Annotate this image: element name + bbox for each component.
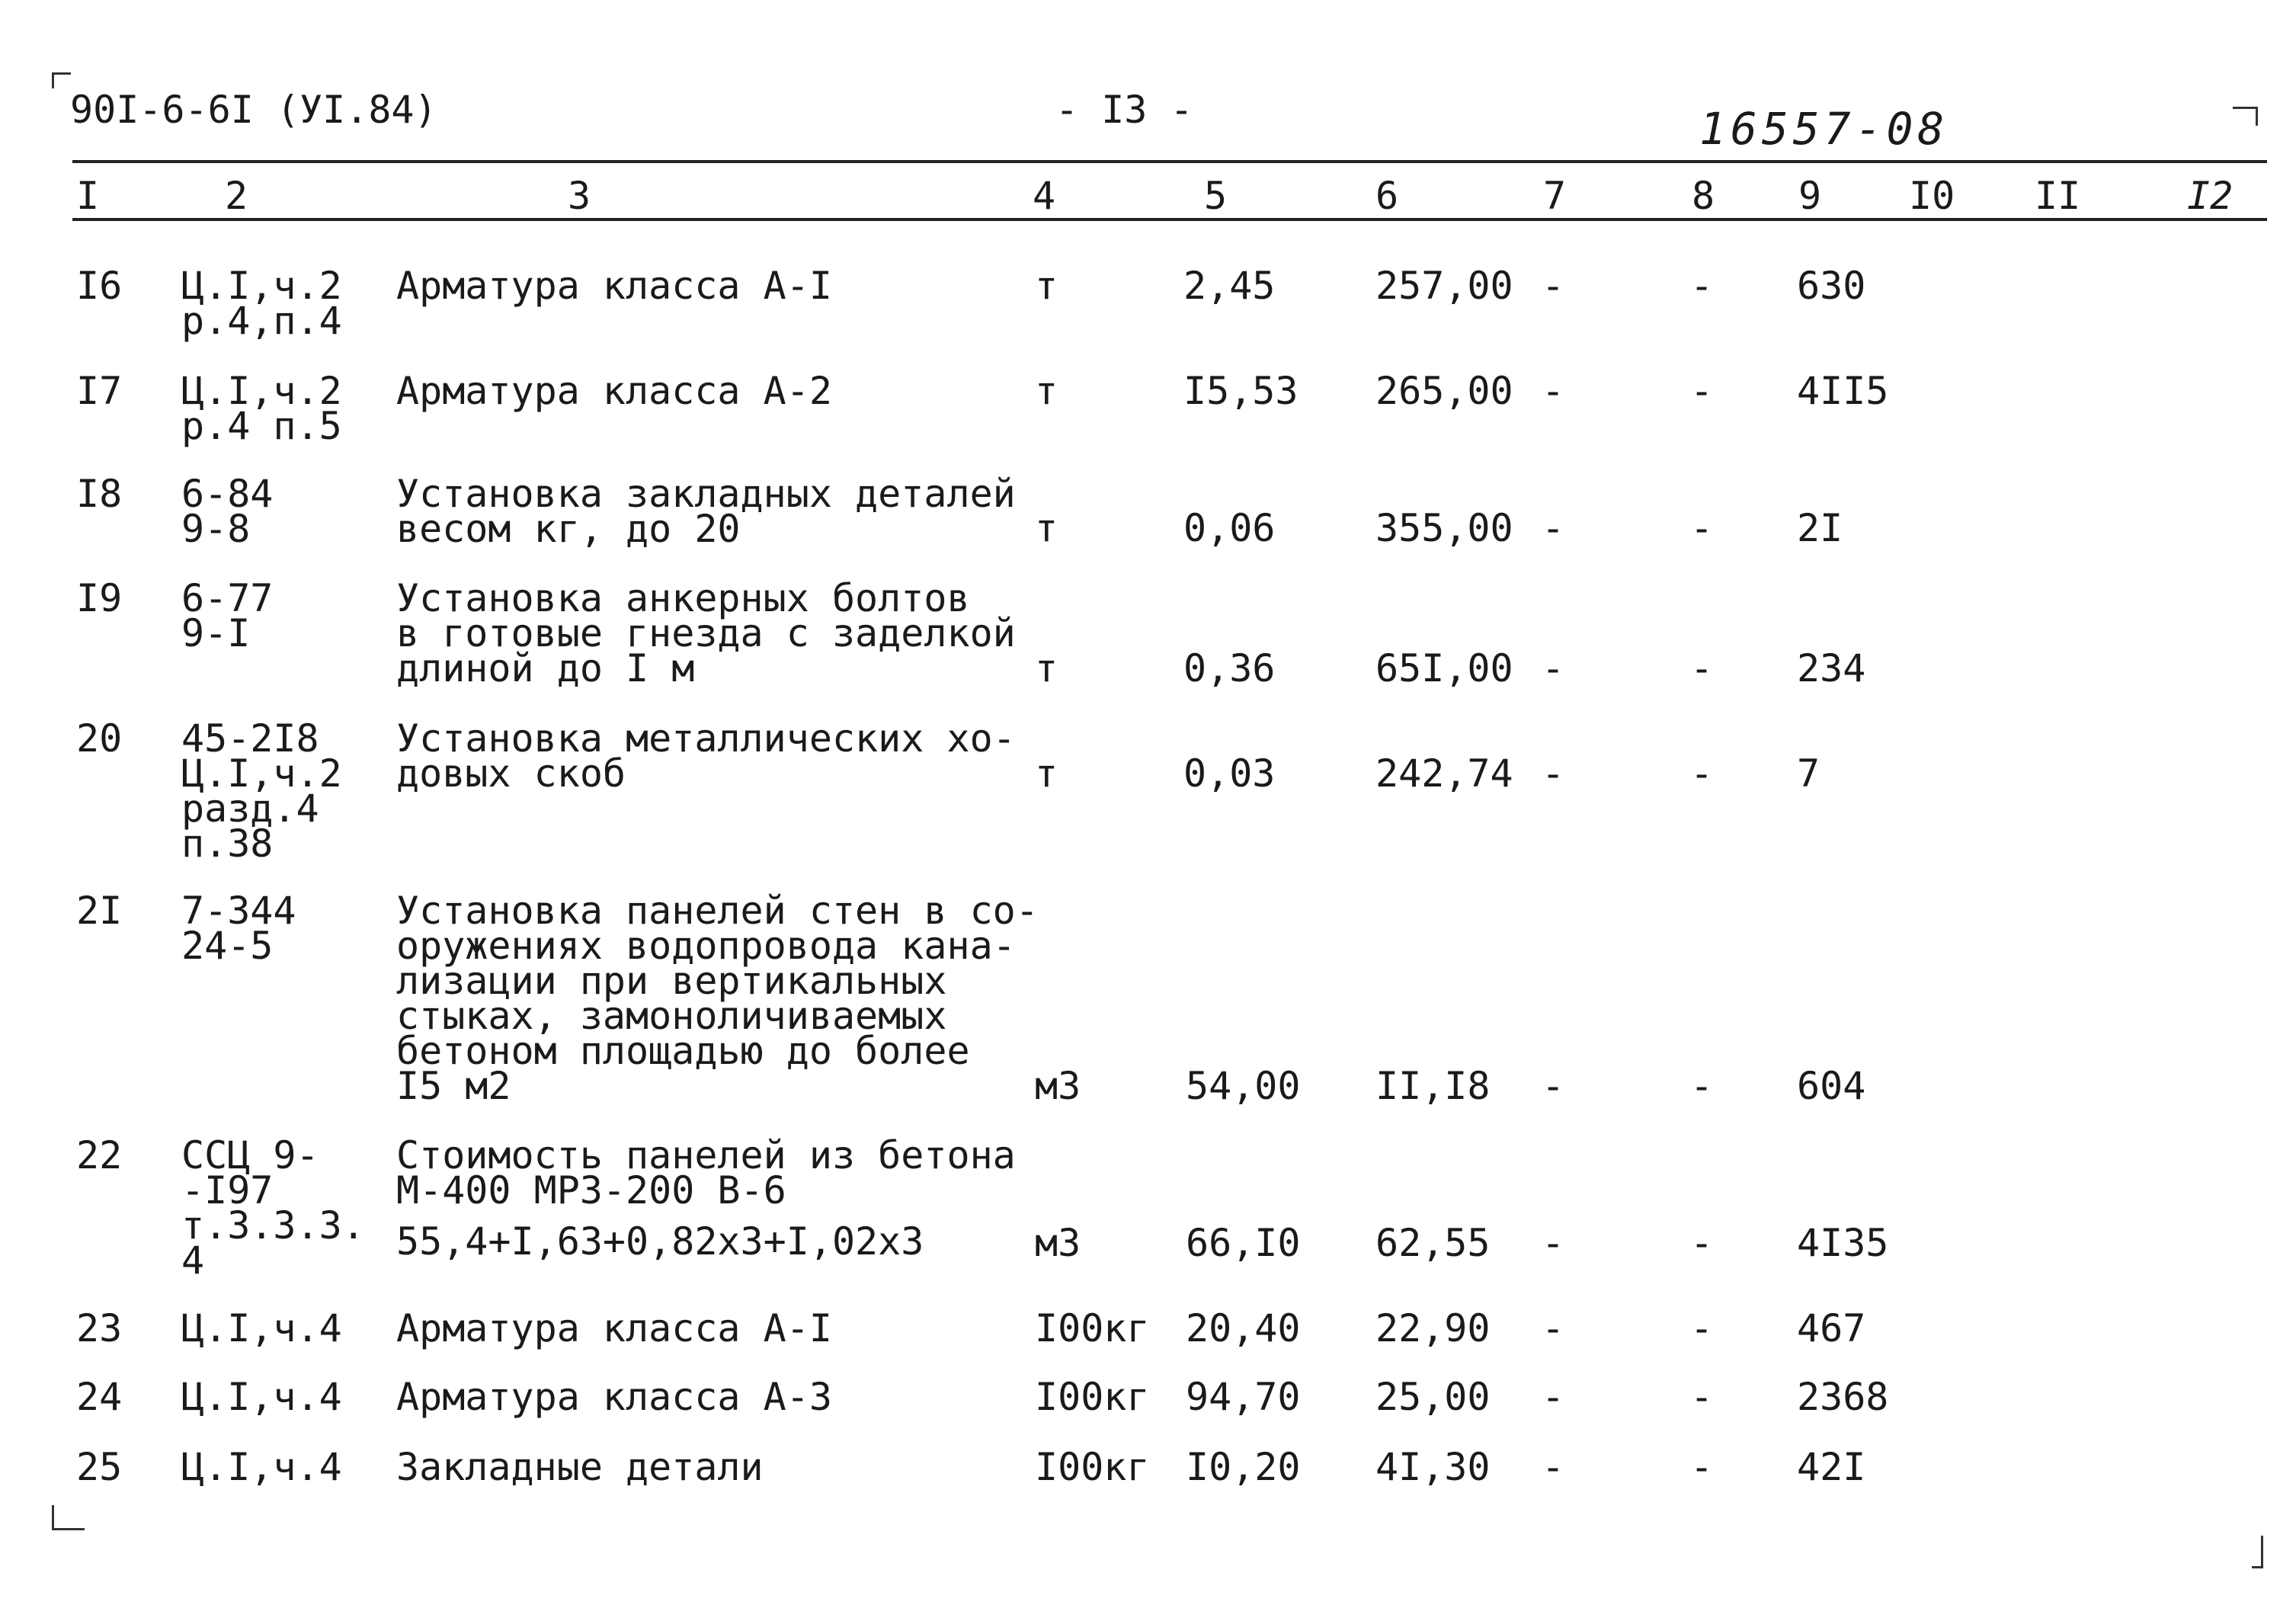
row-quantity: 0,03 bbox=[1183, 751, 1276, 796]
row-quantity: 66,I0 bbox=[1186, 1221, 1301, 1265]
row-unit: I00кг bbox=[1035, 1306, 1150, 1350]
row-unit-price: 25,00 bbox=[1375, 1375, 1491, 1419]
row-unit: т bbox=[1035, 264, 1058, 308]
corner-mark-top-right bbox=[2233, 107, 2258, 126]
row-col7: - bbox=[1542, 1221, 1565, 1265]
column-number-6: 6 bbox=[1375, 174, 1399, 218]
row-col8: - bbox=[1690, 1221, 1714, 1265]
column-number-1: I bbox=[76, 174, 100, 218]
row-name: Арматура класса А-I bbox=[396, 264, 832, 308]
row-quantity: I5,53 bbox=[1183, 369, 1299, 413]
row-col8: - bbox=[1690, 1375, 1714, 1419]
row-name: Установка металлических хо- довых скоб bbox=[396, 716, 1016, 796]
row-col8: - bbox=[1690, 751, 1714, 796]
row-code: Ц.I,ч.2 р.4 п.5 bbox=[181, 369, 342, 448]
row-unit-price: 62,55 bbox=[1375, 1221, 1491, 1265]
row-name: Установка анкерных болтов в готовые гнезда с заделкой длиной до I м bbox=[396, 576, 1016, 690]
column-number-3: 3 bbox=[568, 174, 591, 218]
row-col7: - bbox=[1542, 1445, 1565, 1489]
row-number: I6 bbox=[76, 264, 123, 308]
column-number-8: 8 bbox=[1692, 174, 1715, 218]
column-number-4: 4 bbox=[1033, 174, 1056, 218]
row-col7: - bbox=[1542, 1064, 1565, 1108]
row-unit-price: 265,00 bbox=[1375, 369, 1513, 413]
row-code: Ц.I,ч.4 bbox=[181, 1375, 342, 1419]
row-unit-price: II,I8 bbox=[1375, 1064, 1491, 1108]
row-name: Установка панелей стен в со- оружениях водопровода кана- лизации при вертикальных стыках, замоноличиваемых бетоном площадью до более I5 м2 bbox=[396, 889, 1039, 1108]
row-name: Арматура класса А-I bbox=[396, 1306, 832, 1350]
row-unit-price: 4I,30 bbox=[1375, 1445, 1491, 1489]
row-col8: - bbox=[1690, 369, 1714, 413]
column-number-5: 5 bbox=[1204, 174, 1228, 218]
column-number-2: 2 bbox=[225, 174, 248, 218]
column-number-7: 7 bbox=[1543, 174, 1567, 218]
row-col7: - bbox=[1542, 646, 1565, 690]
row-col8: - bbox=[1690, 1306, 1714, 1350]
row-name: Стоимость панелей из бетона М-400 МРЗ-200 В-6 bbox=[396, 1133, 1016, 1213]
row-number: 2I bbox=[76, 889, 123, 933]
sheet-id: 16557-08 bbox=[1699, 103, 1949, 155]
row-unit: I00кг bbox=[1035, 1375, 1150, 1419]
row-code: 6-77 9-I bbox=[181, 576, 274, 655]
corner-mark-top-left bbox=[52, 72, 71, 88]
row-quantity: 0,36 bbox=[1183, 646, 1276, 690]
corner-mark-bottom-right bbox=[2252, 1536, 2263, 1568]
row-col7: - bbox=[1542, 1375, 1565, 1419]
row-total: 467 bbox=[1797, 1306, 1866, 1350]
row-unit: т bbox=[1035, 646, 1058, 690]
row-total: 630 bbox=[1797, 264, 1866, 308]
row-col8: - bbox=[1690, 506, 1714, 550]
row-code: ССЦ 9- -I97 т.3.3.3. 4 bbox=[181, 1133, 365, 1283]
row-total: 42I bbox=[1797, 1445, 1866, 1489]
row-code: Ц.I,ч.4 bbox=[181, 1306, 342, 1350]
row-unit: т bbox=[1035, 506, 1058, 550]
row-col7: - bbox=[1542, 1306, 1565, 1350]
row-col8: - bbox=[1690, 264, 1714, 308]
row-quantity: 2,45 bbox=[1183, 264, 1276, 308]
row-unit-price: 22,90 bbox=[1375, 1306, 1491, 1350]
row-unit: I00кг bbox=[1035, 1445, 1150, 1489]
row-total: 234 bbox=[1797, 646, 1866, 690]
row-total: 7 bbox=[1797, 751, 1820, 796]
row-name: Арматура класса А-3 bbox=[396, 1375, 832, 1419]
row-quantity: 54,00 bbox=[1186, 1064, 1301, 1108]
row-number: 24 bbox=[76, 1375, 123, 1419]
row-code: 7-344 24-5 bbox=[181, 889, 296, 968]
row-unit: т bbox=[1035, 751, 1058, 796]
row-number: 22 bbox=[76, 1133, 123, 1177]
row-number: 23 bbox=[76, 1306, 123, 1350]
page-number: - I3 - bbox=[1055, 88, 1193, 132]
column-number-12: I2 bbox=[2187, 174, 2234, 218]
row-total: 4I35 bbox=[1797, 1221, 1889, 1265]
row-name: Закладные детали bbox=[396, 1445, 764, 1489]
row-quantity: I0,20 bbox=[1186, 1445, 1301, 1489]
row-col8: - bbox=[1690, 1064, 1714, 1108]
row-name: Установка закладных деталей весом кг, до 20 bbox=[396, 472, 1016, 551]
row-unit-price: 257,00 bbox=[1375, 264, 1513, 308]
row-formula: 55,4+I,63+0,82х3+I,02х3 bbox=[396, 1219, 924, 1264]
row-col7: - bbox=[1542, 751, 1565, 796]
column-number-9: 9 bbox=[1798, 174, 1822, 218]
row-col8: - bbox=[1690, 646, 1714, 690]
row-unit-price: 242,74 bbox=[1375, 751, 1513, 796]
row-code: Ц.I,ч.2 р.4,п.4 bbox=[181, 264, 342, 343]
row-total: 4II5 bbox=[1797, 369, 1889, 413]
row-unit: м3 bbox=[1035, 1064, 1081, 1108]
header-rule-top bbox=[72, 160, 2267, 163]
row-total: 2368 bbox=[1797, 1375, 1889, 1419]
row-unit: т bbox=[1035, 369, 1058, 413]
column-number-10: I0 bbox=[1909, 174, 1955, 218]
row-unit-price: 355,00 bbox=[1375, 506, 1513, 550]
corner-mark-bottom-left bbox=[52, 1505, 85, 1530]
row-col7: - bbox=[1542, 506, 1565, 550]
row-unit: м3 bbox=[1035, 1221, 1081, 1265]
row-name: Арматура класса А-2 bbox=[396, 369, 832, 413]
row-code: 45-2I8 Ц.I,ч.2 разд.4 п.38 bbox=[181, 716, 342, 866]
row-number: 25 bbox=[76, 1445, 123, 1489]
row-unit-price: 65I,00 bbox=[1375, 646, 1513, 690]
row-quantity: 94,70 bbox=[1186, 1375, 1301, 1419]
document-code: 90I-6-6I (УI.84) bbox=[70, 88, 437, 132]
row-quantity: 20,40 bbox=[1186, 1306, 1301, 1350]
row-number: I7 bbox=[76, 369, 123, 413]
row-col7: - bbox=[1542, 264, 1565, 308]
row-code: 6-84 9-8 bbox=[181, 472, 274, 551]
row-code: Ц.I,ч.4 bbox=[181, 1445, 342, 1489]
column-number-11: II bbox=[2035, 174, 2081, 218]
row-number: I9 bbox=[76, 576, 123, 620]
row-col7: - bbox=[1542, 369, 1565, 413]
row-number: I8 bbox=[76, 472, 123, 516]
row-quantity: 0,06 bbox=[1183, 506, 1276, 550]
header-rule-bottom bbox=[72, 218, 2267, 221]
row-number: 20 bbox=[76, 716, 123, 761]
row-total: 2I bbox=[1797, 506, 1843, 550]
row-col8: - bbox=[1690, 1445, 1714, 1489]
row-total: 604 bbox=[1797, 1064, 1866, 1108]
